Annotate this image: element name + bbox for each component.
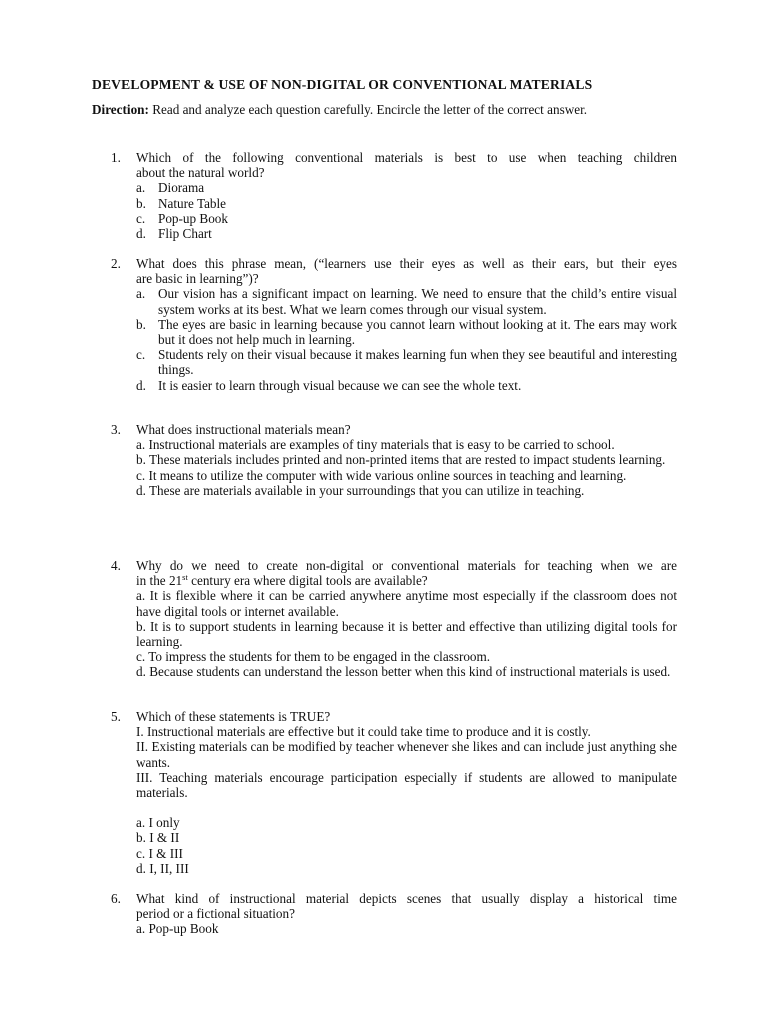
option-text: Students rely on their visual because it makes learning fun when they see beautiful and interesting things. [158, 347, 677, 378]
option-b: b. These materials includes printed and non-printed items that are rested to impact students learning. [136, 452, 666, 468]
option-text: Flip Chart [158, 226, 212, 242]
statement-ii: II. Existing materials can be modified by teacher whenever she likes and can include just anything she wants. [136, 739, 677, 770]
stem-text: century era where digital tools are available? [187, 573, 428, 589]
direction-line [92, 102, 587, 118]
option-c [136, 211, 677, 226]
option-c: c. To impress the students for them to be engaged in the classroom. [136, 649, 491, 665]
option-letter: a. [136, 180, 146, 196]
option-letter: c. [136, 347, 146, 363]
option-c [136, 347, 677, 377]
option-a: a. Pop-up Book [136, 921, 219, 937]
option-d: d. These are materials available in your surroundings that you can utilize in teaching. [136, 482, 585, 498]
question-body [136, 558, 677, 680]
option-letter: b. [136, 195, 146, 211]
question-stem-line [136, 573, 677, 588]
question-stem-line: Which of the following conventional materials is best to use when teaching children [136, 150, 677, 165]
option-letter: a. [136, 286, 146, 302]
question-number: 5. [111, 709, 121, 724]
question-stem-line: are basic in learning”)? [136, 271, 259, 287]
question-body [136, 256, 677, 393]
question-number: 2. [111, 256, 121, 271]
statement-i: I. Instructional materials are effective but it could take time to produce and it is costly. [136, 724, 591, 740]
question-body [136, 150, 677, 241]
question-number: 1. [111, 150, 121, 165]
option-text: Pop-up Book [158, 210, 228, 226]
document-title: DEVELOPMENT & USE OF NON-DIGITAL OR CONVENTIONAL MATERIALS [92, 77, 593, 92]
direction-text: Read and analyze each question carefully. Encircle the letter of the correct answer. [152, 102, 588, 117]
option-letter: d. [136, 226, 146, 242]
option-a [136, 180, 677, 195]
option-a: a. It is flexible where it can be carried anywhere anytime most especially if the classroom does not have digital tools or internet available. [136, 588, 677, 619]
question-number: 3. [111, 422, 121, 437]
stem-text: in the 21 [136, 573, 183, 589]
option-d [136, 226, 677, 241]
option-b [136, 196, 677, 211]
question-stem-line: about the natural world? [136, 165, 265, 181]
question-number: 6. [111, 891, 121, 906]
option-c: c. I & III [136, 845, 183, 861]
option-a: a. I only [136, 815, 180, 831]
question-stem-line: period or a fictional situation? [136, 906, 295, 922]
option-d: d. I, II, III [136, 860, 189, 876]
option-a [136, 286, 677, 316]
spacer [136, 800, 677, 815]
question-stem-line: What does instructional materials mean? [136, 422, 351, 437]
option-b [136, 317, 677, 347]
question-body [136, 891, 677, 937]
option-text: Our vision has a significant impact on learning. We need to ensure that the child’s entire visual system works at its best. What we learn comes through our visual system. [158, 286, 677, 317]
option-text: The eyes are basic in learning because you cannot learn without looking at it. The ears may work but it does not help much in learning. [158, 316, 677, 348]
question-number: 4. [111, 558, 121, 573]
option-a: a. Instructional materials are examples of tiny materials that is easy to be carried to school. [136, 437, 615, 453]
statement-iii: III. Teaching materials encourage participation especially if students are allowed to manipulate materials. [136, 769, 677, 801]
question-stem-line: Why do we need to create non-digital or conventional materials for teaching when we are [136, 558, 677, 573]
option-text: Nature Table [158, 195, 227, 211]
question-body [136, 709, 677, 876]
option-text: It is easier to learn through visual because we can see the whole text. [158, 377, 522, 393]
option-d: d. Because students can understand the lesson better when this kind of instructional materials is used. [136, 664, 671, 680]
question-stem-line: What kind of instructional material depicts scenes that usually display a historical time [136, 891, 677, 906]
option-c: c. It means to utilize the computer with wide various online sources in teaching and learning. [136, 467, 627, 483]
option-letter: b. [136, 316, 146, 332]
direction-label: Direction: [92, 102, 149, 117]
question-stem-line: Which of these statements is TRUE? [136, 709, 331, 724]
option-d [136, 378, 677, 393]
question-body [136, 422, 677, 498]
ordinal-suffix: st [182, 572, 188, 583]
question-stem-line: What does this phrase mean, (“learners use their eyes as well as their ears, but their eyes [136, 256, 677, 271]
option-b: b. It is to support students in learning because it is better and effective than utilizing digital tools for learning. [136, 618, 677, 650]
option-letter: c. [136, 210, 146, 226]
option-letter: d. [136, 377, 146, 393]
option-b: b. I & II [136, 830, 180, 846]
option-text: Diorama [158, 180, 205, 196]
